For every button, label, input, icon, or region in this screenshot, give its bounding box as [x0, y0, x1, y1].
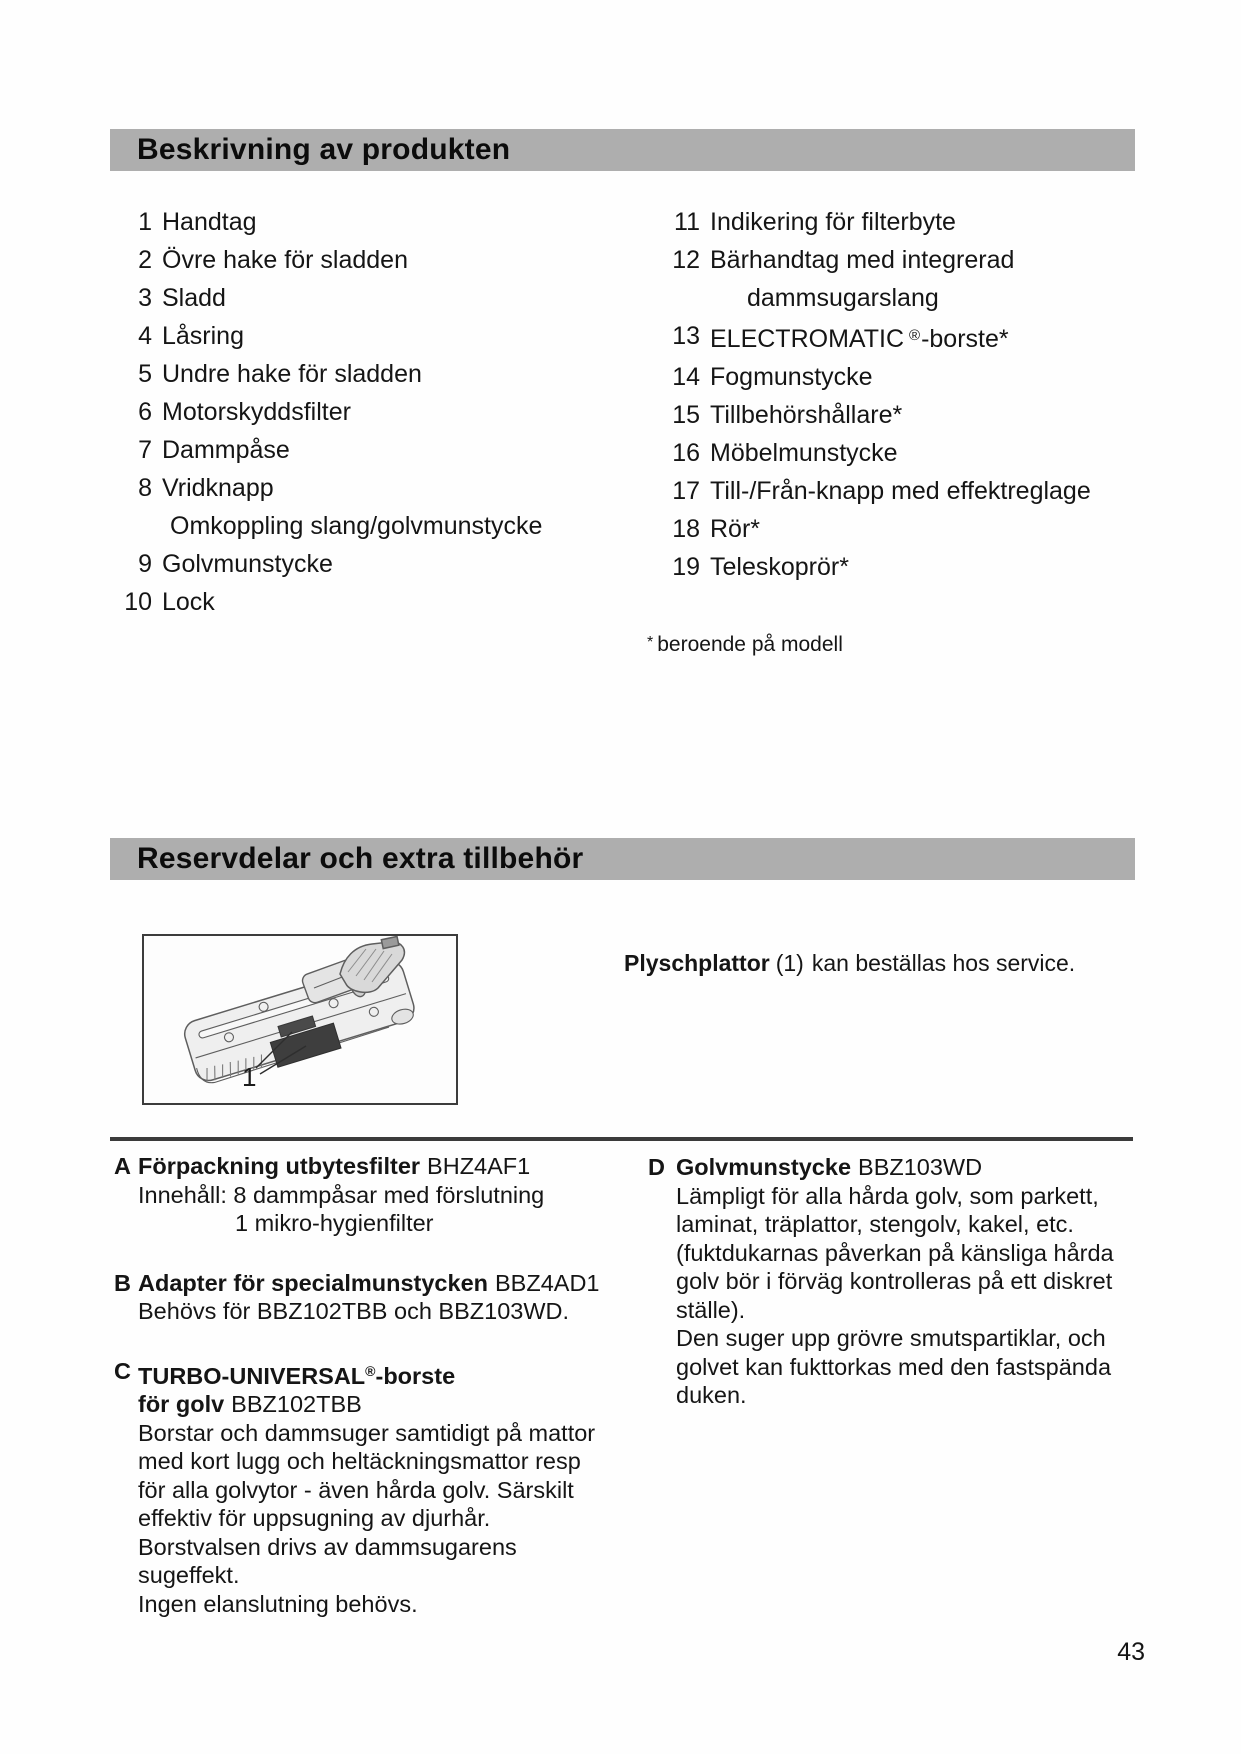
figure-callout-1: 1 — [242, 1062, 257, 1092]
item-text: Övre hake för sladden — [162, 246, 408, 274]
list-item — [114, 355, 542, 393]
item-number: 11 — [674, 208, 700, 236]
part-body-line: duken. — [676, 1382, 747, 1408]
list-item — [114, 583, 542, 621]
part-body-line: Borstvalsen drivs av dammsugarens — [138, 1533, 517, 1560]
item-number: 12 — [672, 246, 700, 274]
asterisk-mark: * — [647, 634, 654, 651]
item-number: 15 — [672, 401, 700, 429]
part-title-pre: TURBO-UNIVERSAL — [138, 1362, 366, 1389]
item-text-pre: ELECTROMATIC — [710, 325, 904, 353]
item-text: Till-/Från-knapp med effektreglage — [710, 477, 1091, 505]
part-body-line: sugeffekt. — [138, 1562, 240, 1588]
spare-part-c — [114, 1357, 614, 1619]
part-body-line: 1 mikro-hygienfilter — [235, 1210, 434, 1236]
item-text: Fogmunstycke — [710, 363, 873, 391]
item-text: Sladd — [162, 284, 226, 312]
item-text: Dammpåse — [162, 436, 290, 464]
item-text: Vridknapp — [162, 474, 274, 502]
part-body-line: golv bör i förväg kontrolleras på ett diskret — [676, 1268, 1113, 1294]
parts-list-left — [114, 203, 542, 621]
part-body-line: Den suger upp grövre smutspartiklar, och — [676, 1325, 1106, 1351]
part-code: BHZ4AF1 — [427, 1153, 531, 1179]
item-text-post: -borste* — [921, 325, 1009, 353]
part-title-line — [648, 1153, 1168, 1182]
part-label: C — [114, 1357, 131, 1384]
item-number: 4 — [138, 322, 152, 350]
item-number: 9 — [138, 550, 152, 578]
list-item — [662, 434, 1091, 472]
part-label: A — [114, 1153, 131, 1179]
item-number — [114, 507, 152, 545]
list-item — [114, 431, 542, 469]
item-text: Indikering för filterbyte — [710, 208, 956, 236]
part-title: Adapter för specialmunstycken — [138, 1269, 488, 1296]
part-label: B — [114, 1269, 131, 1296]
part-code: BBZ4AD1 — [495, 1269, 600, 1296]
spare-part-d — [648, 1153, 1168, 1410]
item-number: 19 — [672, 553, 700, 581]
part-subtitle-bold: för golv — [138, 1391, 225, 1417]
item-number: 2 — [138, 246, 152, 274]
section-header-spare-parts — [110, 838, 1135, 880]
list-item — [662, 548, 1091, 586]
item-number: 1 — [138, 208, 152, 236]
part-title: Förpackning utbytesfilter — [138, 1153, 421, 1179]
item-text: Bärhandtag med integrerad — [710, 246, 1015, 274]
spare-parts-column-right — [648, 1153, 1168, 1441]
part-body-line: Lämpligt för alla hårda golv, som parkett, — [676, 1182, 1099, 1209]
list-item — [114, 469, 542, 507]
part-body-line: Borstar och dammsuger samtidigt på mattor — [138, 1419, 596, 1446]
spare-part-a — [114, 1152, 614, 1238]
part-title-line — [114, 1269, 614, 1298]
part-title: Golvmunstycke — [676, 1154, 852, 1180]
plyschplattor-note — [624, 950, 1075, 977]
list-item — [662, 510, 1091, 548]
list-item — [114, 279, 542, 317]
item-number: 3 — [138, 284, 152, 312]
figure-plyschplattor — [142, 934, 458, 1105]
section-title: Beskrivning av produkten — [137, 133, 511, 166]
part-body-line: ställe). — [676, 1296, 746, 1323]
part-body-line: Ingen elanslutning behövs. — [138, 1590, 418, 1617]
item-number: 6 — [138, 398, 152, 426]
part-body-line: effektiv för uppsugning av djurhår. — [138, 1505, 491, 1531]
list-item — [114, 545, 542, 583]
item-text: Möbelmunstycke — [710, 439, 898, 467]
list-item — [114, 203, 542, 241]
section-title: Reservdelar och extra tillbehör — [137, 842, 584, 875]
item-number: 7 — [138, 436, 152, 464]
part-title-line — [114, 1357, 614, 1391]
section-divider-rule — [110, 1137, 1133, 1141]
part-body-line: golvet kan fukttorkas med den fastspända — [676, 1353, 1112, 1380]
page-number: 43 — [1117, 1638, 1145, 1666]
item-number: 8 — [138, 474, 152, 502]
list-item — [662, 472, 1091, 510]
list-item-continuation — [114, 507, 542, 545]
list-item — [662, 317, 1091, 358]
part-body-line: laminat, träplattor, stengolv, kakel, etc. — [676, 1211, 1074, 1237]
spare-part-b — [114, 1269, 614, 1326]
item-number: 5 — [138, 360, 152, 388]
part-code: BBZ103WD — [858, 1154, 983, 1180]
part-body-line: (fuktdukarnas påverkan på känsliga hårda — [676, 1239, 1114, 1266]
spare-parts-column-left — [114, 1152, 614, 1649]
item-text: Handtag — [162, 208, 257, 236]
item-number: 18 — [672, 515, 700, 543]
parts-list-right — [662, 203, 1091, 586]
item-text: Omkoppling slang/golvmunstycke — [170, 512, 543, 540]
list-item — [662, 241, 1091, 279]
item-number: 16 — [672, 439, 700, 467]
part-code: BBZ102TBB — [231, 1391, 362, 1417]
floor-nozzle-illustration — [144, 936, 456, 1103]
part-subtitle-line — [114, 1390, 614, 1419]
note-text: kan beställas hos service. — [811, 950, 1076, 976]
item-text: Motorskyddsfilter — [162, 398, 351, 426]
list-item-continuation — [662, 279, 1091, 317]
item-text: dammsugarslang — [747, 284, 939, 312]
part-body-line: Behövs för BBZ102TBB och BBZ103WD. — [138, 1298, 570, 1324]
note-bold-text: Plyschplattor — [624, 950, 770, 976]
model-footnote — [647, 633, 843, 657]
item-text: Lock — [162, 588, 215, 616]
item-text: Låsring — [162, 322, 244, 350]
list-item — [114, 241, 542, 279]
list-item — [114, 317, 542, 355]
item-number: 10 — [124, 588, 152, 616]
list-item — [662, 396, 1091, 434]
item-number: 13 — [672, 322, 700, 350]
item-number — [662, 279, 700, 317]
list-item — [662, 203, 1091, 241]
part-body-line: med kort lugg och heltäckningsmattor resp — [138, 1448, 581, 1474]
note-reference: (1) — [775, 950, 804, 976]
part-title-post: -borste — [375, 1362, 456, 1389]
footnote-text: beroende på modell — [657, 633, 843, 656]
item-number: 17 — [672, 477, 700, 505]
item-text: Teleskoprör* — [710, 553, 849, 581]
item-number: 14 — [672, 363, 700, 391]
item-text: Rör* — [710, 515, 761, 543]
part-title-line — [114, 1152, 614, 1181]
list-item — [662, 358, 1091, 396]
section-header-description — [110, 129, 1135, 171]
registered-trademark-mark: ® — [909, 327, 921, 344]
item-text — [710, 317, 1009, 358]
part-label: D — [648, 1154, 665, 1180]
item-text: Tillbehörshållare* — [710, 401, 903, 429]
registered-trademark-mark: ® — [365, 1362, 376, 1379]
item-text: Undre hake för sladden — [162, 360, 422, 388]
part-body-line: Innehåll: 8 dammpåsar med förslutning — [138, 1181, 545, 1208]
part-body-line: för alla golvytor - även hårda golv. Särskilt — [138, 1476, 574, 1503]
item-text: Golvmunstycke — [162, 550, 333, 578]
list-item — [114, 393, 542, 431]
